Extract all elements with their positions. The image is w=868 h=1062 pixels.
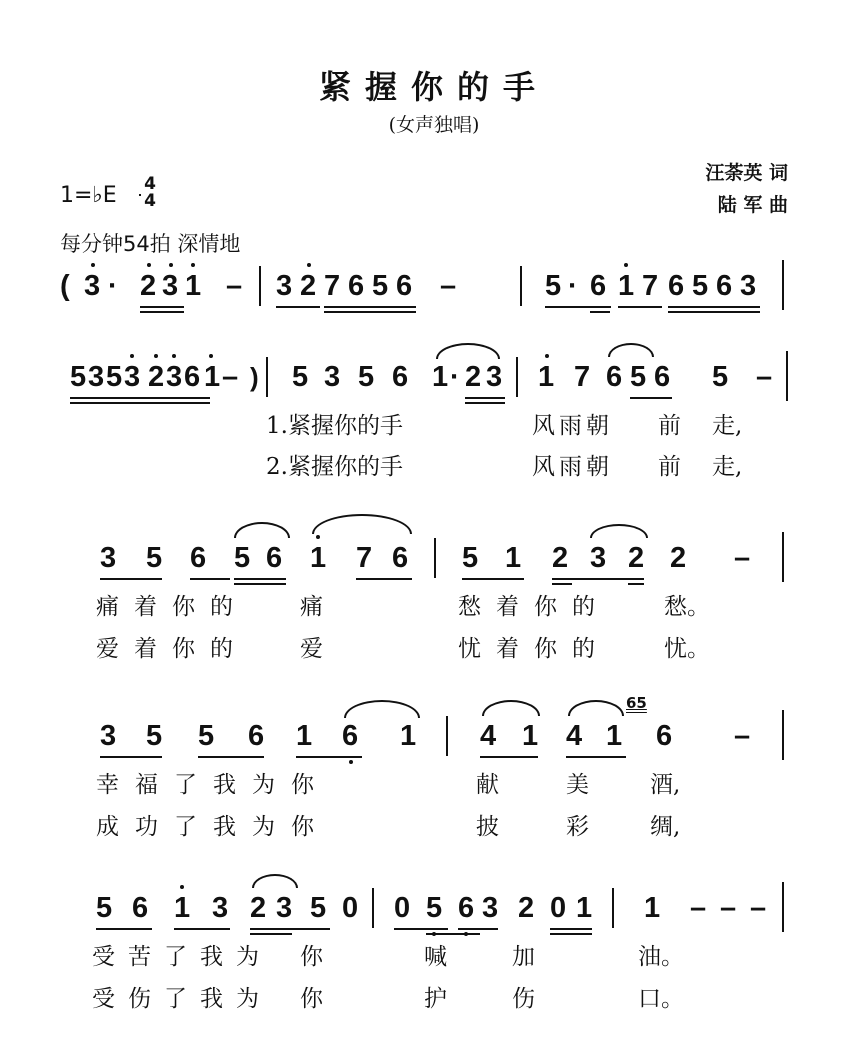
note: 6: [190, 542, 207, 574]
note: 3: [276, 270, 293, 302]
barline: [782, 260, 784, 310]
key-signature: 1=♭E: [60, 183, 117, 208]
note: 3: [486, 361, 503, 393]
beam-underline: [545, 306, 611, 308]
tempo-marking: 每分钟54拍 深情地: [60, 232, 241, 256]
lyric: 忧。: [664, 636, 710, 662]
beam-underline: [552, 583, 572, 585]
note: 5: [198, 720, 215, 752]
beam-underline: [296, 756, 362, 758]
slur: [482, 700, 540, 716]
note: 5: [146, 542, 163, 574]
beam-underline: [550, 928, 592, 930]
note: ): [250, 362, 259, 392]
beam-underline: [480, 756, 538, 758]
barline: [782, 710, 784, 760]
note: –: [720, 892, 737, 924]
dot: [91, 263, 95, 267]
beam-underline: [550, 933, 592, 935]
barline: [612, 888, 614, 928]
slur: [568, 700, 624, 716]
note: 6: [132, 892, 149, 924]
note-high-octave: 1: [538, 361, 555, 393]
note: 6: [458, 892, 475, 924]
lyric: 愁。: [664, 594, 710, 620]
score-row-1: [0, 266, 868, 306]
lyric: 你: [300, 944, 323, 970]
lyricist-credit: 汪荼英 词: [705, 162, 788, 184]
note: 2: [552, 542, 569, 574]
note: 3: [100, 542, 117, 574]
note: 1: [296, 720, 313, 752]
time-signature: [139, 176, 161, 210]
note: 2: [628, 542, 645, 574]
beam-underline: [628, 583, 644, 585]
note: 4: [566, 720, 583, 752]
beam-underline: [100, 578, 162, 580]
grace-notes: 65: [626, 694, 647, 712]
score-row-5: [0, 888, 868, 928]
lyric: 你: [300, 986, 323, 1012]
note: 5: [692, 270, 709, 302]
note: 5: [310, 892, 327, 924]
note: 5: [292, 361, 309, 393]
octave-dot: [180, 885, 184, 889]
lyric: 愁着你的: [458, 594, 610, 620]
lyric: 彩: [566, 814, 589, 840]
note: 2: [140, 270, 157, 302]
beam-underline: [140, 311, 184, 313]
octave-dot: [209, 354, 213, 358]
note: 6: [342, 720, 359, 752]
note: 5: [462, 542, 479, 574]
note: –: [734, 542, 751, 574]
octave-dot: [130, 354, 134, 358]
octave-dot: [172, 354, 176, 358]
lyric: 痛着你的: [96, 594, 248, 620]
beam-underline: [100, 756, 162, 758]
note: 6: [716, 270, 733, 302]
note: –: [756, 361, 773, 393]
note: 6: [392, 542, 409, 574]
slur: [312, 514, 412, 534]
beam-underline: [465, 397, 505, 399]
lyric: 献: [476, 772, 499, 798]
beam-underline: [234, 583, 286, 585]
note: 2: [300, 270, 317, 302]
lyric: 痛: [300, 594, 323, 620]
note: 5: [372, 270, 389, 302]
note: 6: [248, 720, 265, 752]
note: 2: [518, 892, 535, 924]
beam-underline: [668, 306, 760, 308]
octave-dot: [154, 354, 158, 358]
note: –: [222, 361, 239, 393]
beam-underline: [426, 933, 480, 935]
lyric-verse-1: 1.紧握你的手: [266, 413, 403, 439]
note: 5: [630, 361, 647, 393]
barline: [516, 357, 518, 397]
beam-underline: [394, 928, 448, 930]
beam-underline: [324, 311, 416, 313]
time-top: 4: [144, 174, 156, 194]
note: 6: [590, 270, 607, 302]
note: 5: [426, 892, 443, 924]
barline: [266, 357, 268, 397]
note: 0: [342, 892, 359, 924]
song-title: 紧握你的手: [318, 68, 549, 106]
lyric: 前: [658, 413, 681, 439]
note: 6: [396, 270, 413, 302]
note: 6: [392, 361, 409, 393]
note: 3: [590, 542, 607, 574]
song-subtitle: (女声独唱): [388, 114, 480, 136]
note: 1: [505, 542, 522, 574]
lyric: 油。: [638, 944, 684, 970]
note-high-octave: 1: [310, 542, 327, 574]
note: 6: [668, 270, 685, 302]
beam-underline: [630, 397, 672, 399]
final-barline: [782, 882, 784, 932]
slur: [608, 343, 654, 357]
note: 1: [576, 892, 593, 924]
note-high-octave: 1: [618, 270, 635, 302]
lyric: 酒,: [650, 772, 681, 798]
beam-underline: [465, 402, 505, 404]
note: 5: [96, 892, 113, 924]
beam-underline: [250, 933, 292, 935]
score-row-2: [0, 357, 868, 397]
note: ·: [108, 270, 118, 302]
note: 7: [324, 270, 341, 302]
note: –: [734, 720, 751, 752]
note: –: [690, 892, 707, 924]
note: 6: [348, 270, 365, 302]
note-high-octave: 1: [185, 270, 202, 302]
octave-dot: [307, 263, 311, 267]
octave-dot: [169, 263, 173, 267]
lyric: 披: [476, 814, 499, 840]
note: 3: [324, 361, 341, 393]
note: 3: [88, 361, 105, 393]
note: 6: [184, 361, 201, 393]
barline: [782, 532, 784, 582]
time-bottom: 4: [144, 191, 156, 211]
lyric: 口。: [638, 986, 684, 1012]
note: –: [440, 270, 457, 302]
beam-underline: [250, 928, 330, 930]
note: 5: [70, 361, 87, 393]
beam-underline: [70, 397, 210, 399]
note: 5: [712, 361, 729, 393]
note: 5: [106, 361, 123, 393]
lyric: 风雨朝: [532, 413, 613, 439]
beam-underline: [458, 928, 498, 930]
slur: [344, 700, 420, 718]
octave-dot: [316, 535, 320, 539]
octave-dot: [147, 263, 151, 267]
note: 3: [212, 892, 229, 924]
lyric: 加: [512, 944, 535, 970]
note: 5: [358, 361, 375, 393]
note: 1: [432, 361, 449, 393]
barline: [434, 538, 436, 578]
note: 3: [166, 361, 183, 393]
lyric: 爱: [300, 636, 323, 662]
beam-underline: [668, 311, 760, 313]
note: 5: [146, 720, 163, 752]
lyric-verse-2: 2.紧握你的手: [266, 454, 403, 480]
note: 7: [574, 361, 591, 393]
lyric: 爱着你的: [96, 636, 248, 662]
note: 4: [480, 720, 497, 752]
octave-dot: [191, 263, 195, 267]
lyric: 护: [424, 986, 447, 1012]
beam-underline: [462, 578, 524, 580]
note: 6: [656, 720, 673, 752]
note: 3: [276, 892, 293, 924]
lyric: 走,: [712, 413, 743, 439]
lyric: 忧着你的: [458, 636, 610, 662]
beam-underline: [618, 306, 662, 308]
note: 2: [148, 361, 165, 393]
lyric: 喊: [424, 944, 447, 970]
composer-credit: 陆 军 曲: [717, 194, 788, 216]
note: 6: [654, 361, 671, 393]
note: 3: [740, 270, 757, 302]
slur: [590, 524, 648, 538]
note: 3: [84, 270, 101, 302]
note-high-octave: 1: [174, 892, 191, 924]
octave-dot: [545, 354, 549, 358]
lyric: 风雨朝: [532, 454, 613, 480]
lyric: 走,: [712, 454, 743, 480]
beam-underline: [198, 756, 264, 758]
barline: [786, 351, 788, 401]
beam-underline: [566, 756, 626, 758]
beam-underline: [590, 311, 610, 313]
beam-underline: [234, 578, 286, 580]
note-high-octave: 1: [204, 361, 221, 393]
note: 1: [400, 720, 417, 752]
lyric: 幸福了我为你: [96, 772, 330, 798]
beam-underline: [174, 928, 230, 930]
note: 3: [482, 892, 499, 924]
beam-underline: [96, 928, 152, 930]
note: 0: [394, 892, 411, 924]
lyric: 绸,: [650, 814, 681, 840]
barline: [259, 266, 261, 306]
note-high-octave: 1: [606, 720, 623, 752]
score-row-4: [0, 694, 868, 756]
note: (: [60, 270, 70, 302]
score-row-3: [0, 538, 868, 578]
note: 2: [465, 361, 482, 393]
slur: [436, 343, 500, 359]
note: –: [750, 892, 767, 924]
slur: [234, 522, 290, 538]
octave-dot: [349, 760, 353, 764]
note: 2: [670, 542, 687, 574]
note: 0: [550, 892, 567, 924]
beam-underline: [324, 306, 416, 308]
note: –: [226, 270, 243, 302]
note: 3: [124, 361, 141, 393]
beam-underline: [140, 306, 184, 308]
lyric: 伤: [512, 986, 535, 1012]
beam-underline: [276, 306, 320, 308]
slur: [252, 874, 298, 888]
lyric: 受伤了我为: [92, 986, 272, 1012]
beam-underline: [356, 578, 412, 580]
barline: [446, 716, 448, 756]
note: 6: [266, 542, 283, 574]
note: 2: [250, 892, 267, 924]
octave-dot: [624, 263, 628, 267]
barline: [372, 888, 374, 928]
note: 7: [642, 270, 659, 302]
lyric: 成功了我为你: [96, 814, 330, 840]
beam-underline: [552, 578, 644, 580]
note: 5: [234, 542, 251, 574]
barline: [139, 194, 141, 196]
lyric: 美: [566, 772, 589, 798]
note: 1: [522, 720, 539, 752]
note: ·: [450, 361, 460, 393]
barline: [520, 266, 522, 306]
note: 6: [606, 361, 623, 393]
note: 3: [100, 720, 117, 752]
note: 7: [356, 542, 373, 574]
beam-underline: [70, 402, 210, 404]
note: ·: [568, 270, 578, 302]
note: 5: [545, 270, 562, 302]
note: 3: [162, 270, 179, 302]
beam-underline: [190, 578, 230, 580]
lyric: 前: [658, 454, 681, 480]
lyric: 受苦了我为: [92, 944, 272, 970]
note: 1: [644, 892, 661, 924]
